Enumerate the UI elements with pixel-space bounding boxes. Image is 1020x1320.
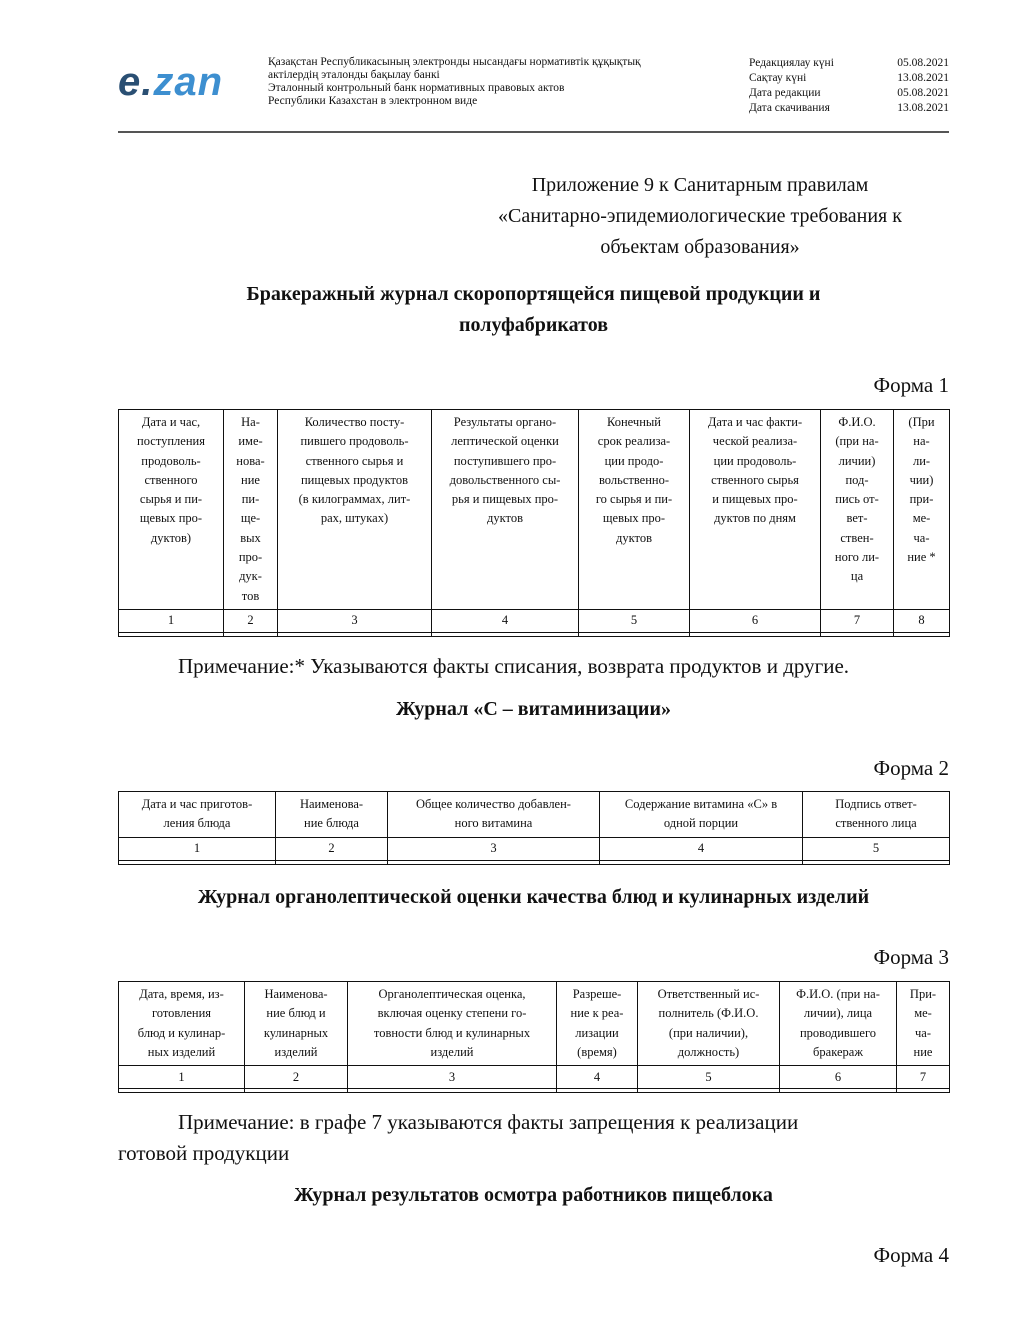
column-number: 1 <box>119 609 224 632</box>
header-cell-line: (при наличии), <box>668 1025 749 1040</box>
meta-label: Дата редакции <box>749 87 821 99</box>
meta-row-edit-date <box>749 86 949 101</box>
header-description-line: актілердің эталонды бақылау банкі <box>268 69 440 81</box>
header-cell-line: ных изделий <box>147 1044 216 1059</box>
header-cell-line: и пищевых про- <box>712 492 798 507</box>
header-cell-line: чии) <box>909 472 934 487</box>
form3-label: Форма 3 <box>873 945 949 969</box>
header-cell-line: Органолептическая оценка, <box>378 987 526 1001</box>
meta-label: Дата скачивания <box>749 102 830 114</box>
header-cell-line: ние к реа- <box>570 1006 624 1021</box>
header-cell-line: вых <box>240 530 261 545</box>
header-cell-line: должность) <box>677 1044 740 1059</box>
header-cell-line: Ф.И.О. (при на- <box>796 987 880 1001</box>
form3-col-datetime <box>119 982 245 1066</box>
header-cell-line: ние <box>241 472 260 487</box>
header-cell-line: готовления <box>151 1006 212 1021</box>
form3-note-line: готовой продукции <box>118 1141 290 1165</box>
header-cell-line: под- <box>845 472 869 487</box>
form1-col-note <box>894 410 950 610</box>
form3-title: Журнал органолептической оценки качества блюд и кулинарных изделий <box>197 886 870 908</box>
header-cell-line: Ф.И.О. <box>838 415 876 429</box>
header-cell-line: Наименова- <box>264 987 328 1001</box>
header-cell-line: рья и пищевых про- <box>451 492 559 507</box>
header-cell-line: нова- <box>236 453 265 468</box>
table-header-row <box>119 792 950 838</box>
form1-table <box>118 409 950 637</box>
header-cell-line: ции продоволь- <box>713 453 797 468</box>
header-cell-line: дуктов <box>487 511 523 526</box>
header-cell-line: Подпись ответ- <box>835 797 917 811</box>
header-cell-line: Дата и час приготов- <box>141 797 253 811</box>
header-cell-line: пись от- <box>835 492 879 507</box>
header-cell-line: ние блюда <box>304 816 359 831</box>
meta-value: 13.08.2021 <box>897 102 949 114</box>
meta-row-download-date <box>749 101 949 116</box>
header-cell-line: ние блюд и <box>266 1006 326 1021</box>
form1-title <box>118 279 949 341</box>
header-cell-line: ще- <box>240 511 261 526</box>
column-number: 3 <box>388 837 600 860</box>
table-empty-row <box>119 632 950 636</box>
header-meta <box>749 56 949 116</box>
header-cell-line: Дата, время, из- <box>139 987 224 1001</box>
table-number-row <box>119 1066 950 1089</box>
column-number: 7 <box>821 609 894 632</box>
header-cell-line: товности блюд и кулинарных <box>373 1025 531 1040</box>
header-cell-line: рах, штуках) <box>320 511 389 526</box>
form2-col-preparation-datetime <box>119 792 276 838</box>
table-header-row <box>119 410 950 610</box>
header-cell-line: Общее количество добавлен- <box>416 797 571 811</box>
appendix-reference <box>455 170 945 263</box>
header-cell-line: полнитель (Ф.И.О. <box>658 1006 759 1021</box>
header-cell-line: ления блюда <box>163 816 231 831</box>
header-cell-line: изделий <box>274 1044 318 1059</box>
header-description-line: Қазақстан Республикасының электронды нысандағы нормативтік құқықтық <box>268 56 641 68</box>
header-cell-line: пившего продоволь- <box>300 434 409 449</box>
form3-col-note <box>897 982 950 1066</box>
column-number: 1 <box>119 837 276 860</box>
meta-value: 05.08.2021 <box>897 87 949 99</box>
form2-col-responsible-signature <box>803 792 950 838</box>
header-cell-line: тов <box>241 588 260 603</box>
header-cell-line: ственного лица <box>835 816 917 831</box>
column-number: 5 <box>803 837 950 860</box>
header-cell-line: ного ли- <box>834 550 880 565</box>
table-empty-row <box>119 860 950 864</box>
header-cell-line: включая оценку степени го- <box>377 1006 527 1021</box>
header-cell-line: Содержание витамина «С» в <box>624 797 778 811</box>
form1-label: Форма 1 <box>873 373 949 397</box>
form2-col-dish-name <box>276 792 388 838</box>
header-cell-line: изделий <box>430 1044 474 1059</box>
header-cell-line: дук- <box>239 569 262 584</box>
table-header-row <box>119 982 950 1066</box>
header-cell-line: Дата и час факти- <box>707 415 803 429</box>
column-number: 5 <box>638 1066 780 1089</box>
appendix-line: объектам образования» <box>600 236 800 258</box>
column-number: 2 <box>224 609 278 632</box>
header-cell-line: про- <box>238 550 263 565</box>
column-number: 4 <box>432 609 579 632</box>
header-cell-line: Наименова- <box>299 797 364 811</box>
form1-col-expiry <box>579 410 690 610</box>
header-cell-line: поступления <box>137 434 205 449</box>
header-cell-line: сырья и пи- <box>139 492 203 507</box>
form1-note: Примечание:* Указываются факты списания, возврата продуктов и другие. <box>178 654 850 678</box>
table-number-row <box>119 609 950 632</box>
header-cell-line: продоволь- <box>141 453 201 468</box>
table-empty-row <box>119 1089 950 1093</box>
form4-label: Форма 4 <box>873 1243 949 1267</box>
meta-value: 05.08.2021 <box>897 57 949 69</box>
column-number: 6 <box>780 1066 897 1089</box>
column-number: 5 <box>579 609 690 632</box>
column-number: 4 <box>600 837 803 860</box>
meta-label: Редакциялау күні <box>749 57 834 69</box>
header-description <box>268 56 718 108</box>
header-cell-line: блюд и кулинар- <box>137 1025 226 1040</box>
header-cell-line: при- <box>909 492 934 507</box>
meta-row-save-date-kz <box>749 71 949 86</box>
header-cell-line: (в килограммах, лит- <box>298 492 411 507</box>
header-cell-line: Результаты органо- <box>453 415 557 429</box>
header-cell-line: При- <box>909 987 937 1001</box>
column-number: 3 <box>348 1066 557 1089</box>
form1-title-line: полуфабрикатов <box>458 314 609 336</box>
meta-label: Сақтау күні <box>749 72 807 84</box>
form3-col-sale-permission <box>557 982 638 1066</box>
column-number: 3 <box>278 609 432 632</box>
form3-col-responsible-executor <box>638 982 780 1066</box>
column-number: 2 <box>276 837 388 860</box>
form2-table <box>118 791 950 865</box>
form1-col-responsible-signature <box>821 410 894 610</box>
header-cell-line: вольственно- <box>598 472 670 487</box>
header-cell-line: ственного <box>144 472 198 487</box>
column-number: 2 <box>245 1066 348 1089</box>
header-cell-line: пи- <box>241 492 260 507</box>
header-cell-line: на- <box>913 434 930 449</box>
header-cell-line: щевых про- <box>139 511 203 526</box>
header-description-line: Республики Казахстан в электронном виде <box>268 95 478 107</box>
form1-col-organoleptic-results <box>432 410 579 610</box>
form3-col-organoleptic-assessment <box>348 982 557 1066</box>
header-cell-line: Разреше- <box>572 987 622 1001</box>
header-cell-line: одной порции <box>663 816 739 831</box>
header-cell-line: ли- <box>912 453 931 468</box>
form2-col-vitamin-per-portion <box>600 792 803 838</box>
header-cell-line: го сырья и пи- <box>595 492 673 507</box>
header-cell-line: ственного сырья <box>711 472 799 487</box>
header-cell-line: Дата и час, <box>141 415 201 429</box>
header-cell-line: бракераж <box>813 1044 863 1059</box>
header-cell-line: довольственного сы- <box>449 472 561 487</box>
document-header <box>118 50 949 134</box>
header-cell-line: (при на- <box>835 434 879 449</box>
header-cell-line: ние <box>913 1044 933 1059</box>
header-cell-line: ча- <box>913 530 930 545</box>
form1-col-actual-sale-datetime <box>690 410 821 610</box>
form1-col-receipt-datetime <box>119 410 224 610</box>
header-cell-line: (При <box>908 415 935 429</box>
meta-value: 13.08.2021 <box>897 72 949 84</box>
header-cell-line: лептической оценки <box>451 434 559 449</box>
header-cell-line: име- <box>238 434 263 449</box>
ezan-logo[interactable]: e.zan <box>118 60 224 104</box>
header-cell-line: личии), лица <box>803 1006 873 1021</box>
header-cell-line: лизации <box>575 1025 619 1040</box>
header-cell-line: На- <box>241 415 260 429</box>
header-cell-line: пищевых продуктов <box>300 472 409 487</box>
form2-title: Журнал «С – витаминизации» <box>396 698 671 720</box>
form3-note-line: Примечание: в графе 7 указываются факты запрещения к реализации <box>178 1110 799 1134</box>
form2-label: Форма 2 <box>873 756 949 780</box>
form4-title: Журнал результатов осмотра работников пищеблока <box>294 1184 773 1206</box>
header-cell-line: щевых про- <box>602 511 666 526</box>
column-number: 7 <box>897 1066 950 1089</box>
header-cell-line: ции продо- <box>604 453 664 468</box>
form3-col-dish-name <box>245 982 348 1066</box>
header-cell-line: кулинарных <box>263 1025 329 1040</box>
header-cell-line: ного витамина <box>454 816 533 831</box>
appendix-line: Приложение 9 к Санитарным правилам <box>531 174 869 196</box>
column-number: 8 <box>894 609 950 632</box>
form2-col-vitamin-amount <box>388 792 600 838</box>
form3-col-inspector-name <box>780 982 897 1066</box>
header-cell-line: вет- <box>846 511 868 526</box>
header-cell-line: срок реализа- <box>597 434 671 449</box>
column-number: 1 <box>119 1066 245 1089</box>
column-number: 6 <box>690 609 821 632</box>
header-cell-line: Количество посту- <box>304 415 405 429</box>
header-cell-line: дуктов) <box>150 530 192 545</box>
header-cell-line: ческой реализа- <box>712 434 798 449</box>
header-description-line: Эталонный контрольный банк нормативных правовых актов <box>268 82 565 94</box>
header-cell-line: ственного сырья и <box>305 453 404 468</box>
header-divider <box>118 131 949 133</box>
header-cell-line: поступившего про- <box>453 453 557 468</box>
column-number: 4 <box>557 1066 638 1089</box>
form1-title-line: Бракеражный журнал скоропортящейся пищевой продукции и <box>246 283 821 305</box>
form3-table <box>118 981 950 1093</box>
form1-col-product-name <box>224 410 278 610</box>
header-cell-line: ча- <box>915 1025 931 1040</box>
header-cell-line: проводившего <box>799 1025 877 1040</box>
form3-note <box>118 1107 949 1169</box>
header-cell-line: ме- <box>914 1006 932 1021</box>
header-cell-line: Конечный <box>607 415 661 429</box>
header-cell-line: (время) <box>577 1044 617 1059</box>
table-number-row <box>119 837 950 860</box>
header-cell-line: ме- <box>912 511 931 526</box>
form1-col-quantity <box>278 410 432 610</box>
header-cell-line: личии) <box>838 453 876 468</box>
header-cell-line: ца <box>850 569 864 584</box>
appendix-line: «Санитарно-эпидемиологические требования к <box>498 205 902 227</box>
meta-row-edit-date-kz <box>749 56 949 71</box>
header-cell-line: ние * <box>907 550 936 565</box>
header-cell-line: Ответственный ис- <box>657 987 760 1001</box>
header-cell-line: дуктов по дням <box>714 511 796 526</box>
header-cell-line: дуктов <box>616 530 652 545</box>
header-cell-line: ствен- <box>840 530 874 545</box>
